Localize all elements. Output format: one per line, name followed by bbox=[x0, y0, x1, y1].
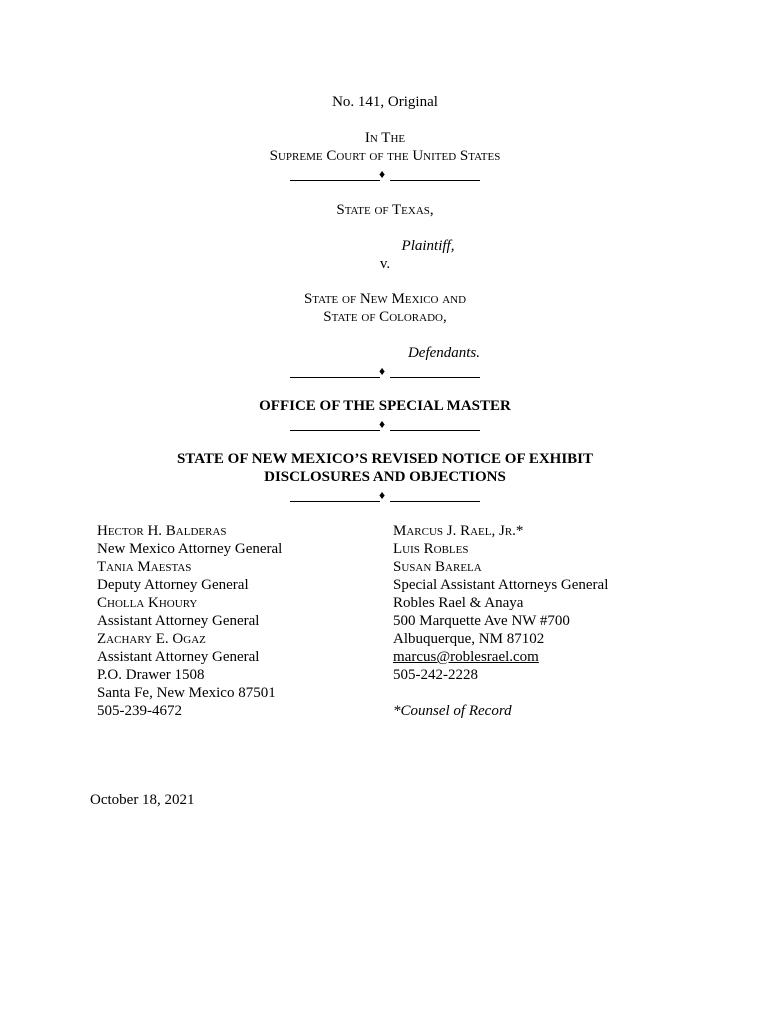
diamond-icon: ♦ bbox=[379, 364, 386, 378]
case-number: No. 141, Original bbox=[332, 94, 438, 110]
counsel-line: Santa Fe, New Mexico 87501 bbox=[97, 685, 276, 701]
email-link[interactable]: marcus@roblesrael.com bbox=[393, 649, 539, 665]
office-heading: OFFICE OF THE SPECIAL MASTER bbox=[259, 398, 511, 414]
counsel-block-left bbox=[97, 522, 282, 720]
counsel-block-right bbox=[393, 522, 608, 720]
plaintiff-name: State of Texas, bbox=[336, 202, 434, 218]
defendant-role: Defendants. bbox=[407, 345, 481, 361]
counsel-line: Zachary E. Ogaz bbox=[97, 631, 206, 647]
counsel-line: Marcus J. Rael, Jr.* bbox=[393, 523, 524, 539]
counsel-line: Albuquerque, NM 87102 bbox=[393, 631, 545, 647]
counsel-line: Deputy Attorney General bbox=[97, 577, 249, 593]
counsel-of-record-note: *Counsel of Record bbox=[393, 703, 512, 719]
defendant-line-2: State of Colorado, bbox=[323, 309, 447, 325]
counsel-line: Tania Maestas bbox=[97, 559, 192, 575]
document-date: October 18, 2021 bbox=[90, 792, 195, 808]
counsel-line: Luis Robles bbox=[393, 541, 469, 557]
counsel-line: P.O. Drawer 1508 bbox=[97, 667, 205, 683]
defendant-line-1: State of New Mexico and bbox=[303, 291, 467, 307]
counsel-line: Special Assistant Attorneys General bbox=[393, 577, 609, 593]
counsel-line: Assistant Attorney General bbox=[97, 613, 260, 629]
separator-2 bbox=[290, 363, 480, 381]
counsel-phone: 505-242-2228 bbox=[393, 667, 478, 683]
counsel-line: Robles Rael & Anaya bbox=[393, 595, 524, 611]
court-name: Supreme Court of the United States bbox=[269, 148, 501, 164]
plaintiff-role: Plaintiff, bbox=[401, 238, 455, 254]
document-title-line-2: DISCLOSURES AND OBJECTIONS bbox=[264, 469, 506, 485]
counsel-line: Cholla Khoury bbox=[97, 595, 198, 611]
court-line-1: In The bbox=[364, 130, 406, 146]
counsel-line: Assistant Attorney General bbox=[97, 649, 260, 665]
counsel-line: New Mexico Attorney General bbox=[97, 541, 283, 557]
versus: v. bbox=[379, 256, 391, 272]
diamond-icon: ♦ bbox=[379, 167, 386, 181]
separator-3 bbox=[290, 416, 480, 434]
counsel-line: 505-239-4672 bbox=[97, 703, 182, 719]
counsel-line: Susan Barela bbox=[393, 559, 482, 575]
counsel-line: Hector H. Balderas bbox=[97, 523, 227, 539]
diamond-icon: ♦ bbox=[379, 488, 386, 502]
diamond-icon: ♦ bbox=[379, 417, 386, 431]
document-title-line-1: STATE OF NEW MEXICO’S REVISED NOTICE OF EXHIBIT bbox=[176, 451, 594, 467]
separator-1 bbox=[290, 166, 480, 184]
separator-4 bbox=[290, 487, 480, 505]
counsel-line: 500 Marquette Ave NW #700 bbox=[393, 613, 570, 629]
